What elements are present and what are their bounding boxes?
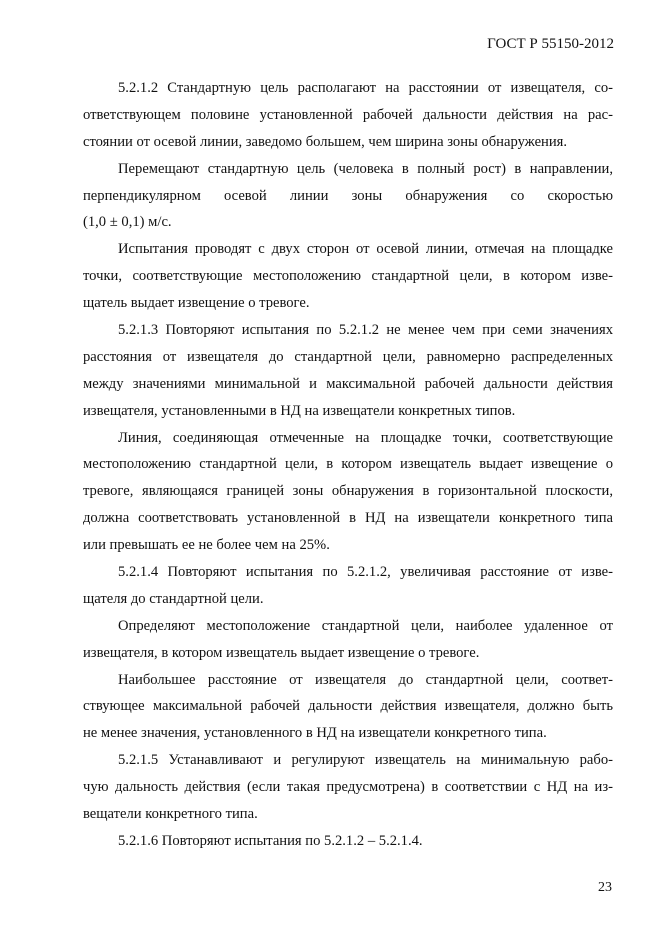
paragraph xyxy=(83,828,613,855)
text-line: Линия, соединяющая отмеченные на площадке точки, соответствующие xyxy=(118,429,613,446)
text-line: щатель выдает извещение о тревоге. xyxy=(83,295,310,312)
text-line: расстояния от извещателя до стандартной цели, равномерно распределенных xyxy=(83,348,613,365)
text-line: Испытания проводят с двух сторон от осевой линии, отмечая на площадке xyxy=(118,241,613,258)
paragraph xyxy=(83,425,613,559)
text-line: между значениями минимальной и максимальной рабочей дальности действия xyxy=(83,375,613,392)
paragraph xyxy=(83,747,613,828)
text-line: извещателя, установленными в НД на извещатели конкретных типов. xyxy=(83,402,516,419)
text-line: стоянии от осевой линии, заведомо большем, чем ширина зоны обнаружения. xyxy=(83,133,568,150)
page-number: 23 xyxy=(598,880,612,895)
paragraph xyxy=(83,236,613,317)
text-line: тревоге, являющаяся границей зоны обнаружения в горизонтальной плоскости, xyxy=(83,483,613,500)
paragraph xyxy=(83,156,613,237)
text-line: (1,0 ± 0,1) м/с. xyxy=(83,214,172,231)
text-line: или превышать ее не более чем на 25%. xyxy=(83,537,330,554)
paragraph xyxy=(83,559,613,613)
text-line: щателя до стандартной цели. xyxy=(83,590,264,607)
paragraph xyxy=(83,667,613,748)
document-body xyxy=(83,75,613,855)
text-line: ответствующем половине установленной рабочей дальности действия на рас- xyxy=(83,106,613,123)
text-line: должна соответствовать установленной в НД на извещатели конкретного типа xyxy=(83,510,613,527)
document-code-header: ГОСТ Р 55150-2012 xyxy=(487,36,614,52)
text-line: не менее значения, установленного в НД на извещатели конкретного типа. xyxy=(83,725,547,742)
text-line: местоположению стандартной цели, в котором извещатель выдает извещение о xyxy=(83,456,613,473)
paragraph xyxy=(83,75,613,156)
text-line: 5.2.1.2 Стандартную цель располагают на расстоянии от извещателя, со- xyxy=(118,80,613,96)
text-line: Перемещают стандартную цель (человека в полный рост) в направлении, xyxy=(118,160,613,177)
paragraph xyxy=(83,317,613,425)
text-line: ствующее максимальной рабочей дальности действия извещателя, должно быть xyxy=(83,698,613,715)
text-line: 5.2.1.3 Повторяют испытания по 5.2.1.2 не менее чем при семи значениях xyxy=(118,322,613,339)
text-line: извещателя, в котором извещатель выдает извещение о тревоге. xyxy=(83,644,480,661)
text-line: точки, соответствующие местоположению стандартной цели, в котором изве- xyxy=(83,268,613,285)
text-line: чую дальность действия (если такая предусмотрена) в соответствии с НД на из- xyxy=(83,779,613,796)
text-line: перпендикулярном осевой линии зоны обнаружения со скоростью xyxy=(83,187,613,204)
text-line: Наибольшее расстояние от извещателя до стандартной цели, соответ- xyxy=(118,671,613,688)
text-line: 5.2.1.5 Устанавливают и регулируют извещатель на минимальную рабо- xyxy=(118,752,613,769)
text-line: 5.2.1.4 Повторяют испытания по 5.2.1.2, увеличивая расстояние от изве- xyxy=(118,564,613,581)
text-line: Определяют местоположение стандартной цели, наиболее удаленное от xyxy=(118,617,613,634)
text-line: 5.2.1.6 Повторяют испытания по 5.2.1.2 – 5.2.1.4. xyxy=(118,832,423,849)
text-line: вещатели конкретного типа. xyxy=(83,806,258,823)
paragraph xyxy=(83,613,613,667)
